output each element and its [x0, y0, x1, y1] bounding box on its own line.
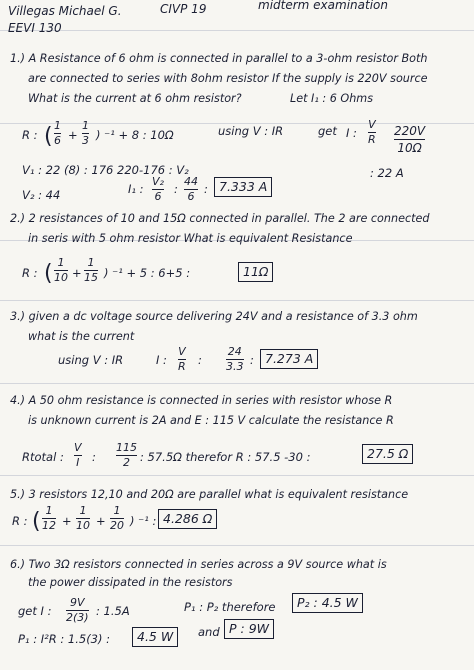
q1-line-3: What is the current at 6 ohm resistor?	[28, 92, 242, 105]
q4-frac-2: 115 2	[116, 441, 137, 469]
q3-line-2: what is the current	[28, 330, 135, 343]
q2-plus: +	[72, 266, 82, 280]
q5-plus-1: +	[62, 514, 72, 528]
q6-and: and	[198, 625, 220, 639]
course-label: CIVP 19	[160, 2, 207, 16]
exam-title: midterm examination	[258, 0, 388, 12]
q1-frac-2: 1 3	[82, 119, 89, 147]
q6-get: get I :	[18, 604, 52, 618]
q4-answer-box: 27.5 Ω	[362, 444, 413, 464]
q1-i-frac: V R	[368, 118, 376, 146]
q1-i1-frac: V₂ 6	[152, 175, 164, 203]
q6-p-eq: P₁ : P₂ therefore	[184, 600, 276, 614]
q6-p1-answer-box: 4.5 W	[132, 627, 178, 647]
q6-frac-rest: : 1.5A	[96, 604, 130, 618]
q3-i-label: I :	[156, 353, 167, 367]
q1-frac-1: 1 6	[54, 119, 61, 147]
q6-line-2: the power dissipated in the resistors	[28, 576, 233, 589]
q5-answer-box: 4.286 Ω	[158, 509, 217, 529]
q2-r-label: R :	[22, 266, 38, 280]
q5-line-1: 5.) 3 resistors 12,10 and 20Ω are parallel what is equivalent resistance	[10, 488, 409, 501]
q1-using: using V : IR	[218, 124, 284, 138]
q1-r-rest: ) ⁻¹ + 8 : 10Ω	[96, 128, 174, 142]
q6-p2-answer-box: P₂ : 4.5 W	[292, 593, 363, 613]
q2-line-2: in seris with 5 ohm resistor What is equivalent Resistance	[28, 232, 353, 245]
q5-paren-open: (	[32, 509, 41, 534]
q3-eq: :	[198, 353, 202, 367]
q2-rest: ) ⁻¹ + 5 : 6+5 :	[104, 266, 191, 280]
q6-p1-line: P₁ : I²R : 1.5(3) :	[18, 632, 111, 646]
q3-answer-box: 7.273 A	[260, 349, 318, 369]
q5-frac-1: 1 12	[42, 504, 56, 532]
q3-frac-1: V R	[178, 345, 186, 373]
q1-i1-label: I₁ :	[128, 182, 144, 196]
course-code: EEVI 130	[8, 21, 62, 35]
q5-rest: ) ⁻¹ :	[130, 514, 157, 528]
q1-answer-box: 7.333 A	[214, 177, 272, 197]
q4-line-1: 4.) A 50 ohm resistance is connected in series with resistor whose R	[10, 394, 393, 407]
q5-frac-3: 1 20	[110, 504, 124, 532]
q6-line-1: 6.) Two 3Ω resistors connected in series across a 9V source what is	[10, 558, 387, 571]
q5-frac-2: 1 10	[76, 504, 90, 532]
q4-frac-1: V I	[74, 441, 82, 469]
q4-rest: : 57.5Ω therefor R : 57.5 -30 :	[140, 450, 311, 464]
q1-v2: V₂ : 44	[22, 188, 61, 202]
q3-eq-2: :	[250, 353, 254, 367]
q1-let: Let I₁ : 6 Ohms	[290, 92, 374, 105]
q1-get: get	[318, 124, 337, 138]
q2-paren-open: (	[44, 261, 53, 286]
q2-frac-2: 1 15	[84, 256, 98, 284]
q4-rtotal-label: Rtotal :	[22, 450, 64, 464]
q1-v1: V₁ : 22 (8) : 176 220-176 : V₂	[22, 163, 189, 177]
q3-using: using V : IR	[58, 353, 124, 367]
q4-line-2: is unknown current is 2A and E : 115 V calculate the resistance R	[28, 414, 394, 427]
q1-eq: :	[174, 182, 178, 196]
q5-r-label: R :	[12, 514, 28, 528]
q5-plus-2: +	[96, 514, 106, 528]
q2-frac-1: 1 10	[54, 256, 68, 284]
q1-i1-frac-2: 44 6	[184, 175, 198, 203]
q3-frac-2: 24 3.3	[226, 345, 244, 373]
q1-plus: +	[68, 128, 78, 142]
q1-big-frac: 220V 10Ω	[394, 124, 426, 155]
q1-line-1: 1.) A Resistance of 6 ohm is connected in parallel to a 3-ohm resistor Both	[10, 52, 428, 65]
q3-line-1: 3.) given a dc voltage source delivering 24V and a resistance of 3.3 ohm	[10, 310, 418, 323]
q1-side-answer: : 22 A	[370, 166, 404, 180]
q4-eq: :	[92, 450, 96, 464]
q6-frac: 9V 2(3)	[66, 596, 89, 624]
q1-r-label: R :	[22, 128, 38, 142]
q1-paren-open: (	[44, 124, 53, 149]
student-name: Villegas Michael G.	[8, 4, 122, 18]
q1-line-2: are connected to series with 8ohm resistor If the supply is 220V source	[28, 72, 428, 85]
q6-p-answer-box: P : 9W	[224, 619, 274, 639]
q1-i-label: I :	[346, 126, 357, 140]
q2-answer-box: 11Ω	[238, 262, 273, 282]
q2-line-1: 2.) 2 resistances of 10 and 15Ω connected in parallel. The 2 are connected	[10, 212, 430, 225]
q1-eq-2: :	[204, 182, 208, 196]
